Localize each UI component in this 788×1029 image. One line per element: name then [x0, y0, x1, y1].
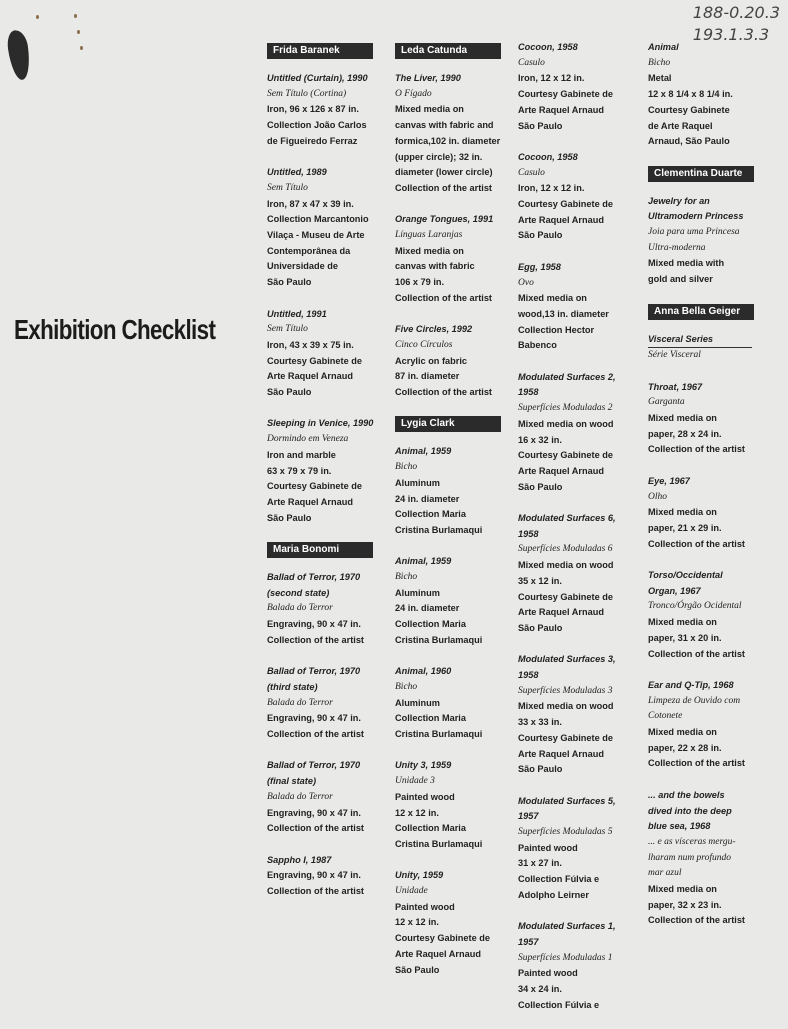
work-title: ... and the bowels	[648, 789, 725, 800]
work-details: Engraving, 90 x 47 in.	[267, 619, 361, 630]
work-details: Collection João Carlos	[267, 120, 367, 131]
work-details: Collection Maria	[395, 509, 466, 520]
work-title: dived into the deep	[648, 805, 732, 816]
paper-speck	[80, 46, 83, 50]
checklist-column-2	[395, 40, 513, 994]
work-title: Cocoon, 1958	[518, 151, 578, 162]
work-details: Collection of the artist	[395, 292, 492, 303]
work-title: Unity 3, 1959	[395, 760, 452, 771]
work-details: Collection of the artist	[648, 758, 745, 769]
work-details: Arte Raquel Arnaud	[267, 496, 353, 507]
checklist-entry	[395, 868, 513, 978]
checklist-entry	[395, 664, 513, 743]
work-details: paper, 31 x 20 in.	[648, 632, 722, 643]
work-title: (third state)	[267, 681, 318, 692]
portuguese-title: Superfícies Moduladas 5	[518, 827, 613, 838]
work-title: The Liver, 1990	[395, 73, 461, 83]
portuguese-title: Cinco Círculos	[395, 339, 453, 350]
work-details: 33 x 33 in.	[518, 717, 562, 728]
work-title: Animal, 1959	[395, 556, 452, 567]
work-details: paper, 28 x 24 in.	[648, 428, 722, 439]
portuguese-title: lharam num profundo	[648, 852, 732, 863]
work-details: 35 x 12 in.	[518, 575, 562, 586]
work-details: 24 in. diameter	[395, 603, 460, 614]
checklist-entry	[648, 380, 766, 459]
checklist-entry	[395, 71, 513, 197]
portuguese-title: Sem Título (Cortina)	[267, 88, 347, 99]
work-details: Collection of the artist	[648, 444, 745, 455]
checklist-entry	[518, 919, 636, 1013]
work-details: formica,102 in. diameter	[395, 135, 501, 146]
work-title: 1957	[518, 811, 539, 822]
work-details: Courtesy Gabinete de	[395, 933, 490, 944]
work-details: Arte Raquel Arnaud	[395, 948, 481, 959]
work-details: Courtesy Gabinete de	[518, 89, 613, 100]
work-details: Collection of the artist	[267, 823, 364, 834]
work-details: wood,13 in. diameter	[518, 308, 609, 319]
work-details: (upper circle); 32 in.	[395, 151, 483, 162]
work-details: Collection of the artist	[267, 729, 364, 740]
work-details: Engraving, 90 x 47 in.	[267, 807, 361, 818]
work-title: 1958	[518, 387, 539, 398]
portuguese-title: Superfícies Moduladas 3	[518, 685, 613, 696]
work-title: Ballad of Terror, 1970	[267, 666, 361, 677]
work-details: canvas with fabric and	[395, 120, 494, 131]
work-title: (final state)	[267, 776, 317, 787]
work-details: 87 in. diameter	[395, 371, 460, 382]
work-title: Untitled (Curtain), 1990	[267, 73, 368, 83]
work-details: Collection of the artist	[267, 634, 364, 645]
work-title: 1957	[518, 936, 539, 947]
work-details: paper, 22 x 28 in.	[648, 742, 722, 753]
portuguese-title: Unidade	[395, 886, 428, 897]
portuguese-title: Superfícies Moduladas 6	[518, 544, 613, 555]
portuguese-title: mar azul	[648, 868, 682, 879]
checklist-entry	[267, 664, 385, 743]
work-title: Untitled, 1991	[267, 308, 327, 319]
checklist-entry	[395, 554, 513, 648]
work-details: Courtesy Gabinete	[648, 104, 730, 115]
paper-speck	[74, 14, 77, 18]
work-details: de Arte Raquel	[648, 120, 713, 131]
portuguese-title: Bicho	[648, 57, 671, 68]
work-title: Torso/Occidental	[648, 570, 723, 581]
portuguese-title: Bicho	[395, 572, 418, 583]
artist-heading: Leda Catunda	[395, 43, 501, 59]
work-title: Modulated Surfaces 5,	[518, 795, 616, 806]
work-details: Collection Fúlvia e	[518, 999, 600, 1010]
work-details: Iron, 96 x 126 x 87 in.	[267, 104, 359, 115]
checklist-entry	[395, 212, 513, 306]
work-title: Organ, 1967	[648, 585, 701, 596]
checklist-entry	[267, 307, 385, 401]
checklist-entry	[648, 474, 766, 553]
checklist-entry	[267, 416, 385, 526]
checklist-entry	[267, 758, 385, 837]
portuguese-title: Balada do Terror	[267, 697, 333, 708]
work-details: 63 x 79 x 79 in.	[267, 465, 332, 476]
work-details: Mixed media on	[648, 507, 717, 518]
work-title: Modulated Surfaces 3,	[518, 654, 616, 665]
work-details: Arte Raquel Arnaud	[518, 607, 604, 618]
work-details: Collection Marcantonio	[267, 214, 369, 225]
work-title: Modulated Surfaces 1,	[518, 921, 616, 932]
work-details: Collection of the artist	[648, 538, 745, 549]
work-details: São Paulo	[267, 387, 312, 398]
checklist-entry	[395, 444, 513, 538]
checklist-entry	[395, 758, 513, 852]
portuguese-title: Bicho	[395, 681, 418, 692]
checklist-entry	[648, 568, 766, 662]
checklist-entry	[267, 71, 385, 150]
checklist-entry	[267, 853, 385, 900]
work-details: Aluminum	[395, 587, 440, 598]
work-details: paper, 21 x 29 in.	[648, 522, 722, 533]
series-subtitle: Série Visceral	[648, 350, 701, 361]
work-details: paper, 32 x 23 in.	[648, 899, 722, 910]
work-details: canvas with fabric	[395, 261, 475, 272]
checklist-entry	[518, 150, 636, 244]
work-details: Arnaud, São Paulo	[648, 136, 730, 147]
work-title: Unity, 1959	[395, 870, 444, 881]
work-details: Painted wood	[518, 842, 578, 853]
checklist-entry	[518, 370, 636, 496]
work-details: Collection Hector	[518, 324, 595, 335]
work-title: Jewelry for an	[648, 195, 710, 206]
checklist-column-1	[267, 40, 385, 915]
work-details: Cristina Burlamaqui	[395, 838, 483, 849]
work-details: Arte Raquel Arnaud	[267, 371, 353, 382]
work-details: Collection Maria	[395, 619, 466, 630]
portuguese-title: Garganta	[648, 397, 685, 408]
checklist-entry	[518, 652, 636, 778]
work-details: de Figueiredo Ferraz	[267, 135, 358, 146]
checklist-entry	[518, 40, 636, 134]
work-details: Metal	[648, 73, 672, 84]
work-details: Mixed media on wood	[518, 560, 614, 571]
work-details: São Paulo	[518, 120, 563, 131]
work-details: Engraving, 90 x 47 in.	[267, 713, 361, 724]
portuguese-title: Sem Título	[267, 324, 308, 335]
work-details: Mixed media on wood	[518, 701, 614, 712]
work-details: Aluminum	[395, 697, 440, 708]
work-details: Mixed media on	[648, 617, 717, 628]
work-details: 16 x 32 in.	[518, 434, 562, 445]
work-details: Collection of the artist	[648, 648, 745, 659]
portuguese-title: Casulo	[518, 167, 545, 178]
work-details: Courtesy Gabinete de	[518, 450, 613, 461]
work-details: Painted wood	[395, 791, 455, 802]
portuguese-title: Sem Título	[267, 182, 308, 193]
work-details: Babenco	[518, 340, 557, 351]
portuguese-title: Unidade 3	[395, 776, 435, 787]
work-title: Orange Tongues, 1991	[395, 214, 494, 225]
work-title: 1958	[518, 528, 539, 539]
work-title: Animal, 1959	[395, 446, 452, 457]
work-details: São Paulo	[518, 622, 563, 633]
work-details: São Paulo	[518, 481, 563, 492]
checklist-entry	[395, 322, 513, 401]
work-details: Mixed media on	[648, 727, 717, 738]
work-details: Courtesy Gabinete de	[518, 199, 613, 210]
work-title: Eye, 1967	[648, 475, 690, 486]
paper-speck	[36, 15, 39, 19]
checklist-column-4	[648, 40, 766, 945]
work-title: 1958	[518, 670, 539, 681]
portuguese-title: Joia para uma Princesa	[648, 227, 740, 238]
work-details: Courtesy Gabinete de	[267, 481, 362, 492]
work-details: Iron, 12 x 12 in.	[518, 73, 585, 84]
ink-smudge	[6, 29, 33, 81]
work-details: Arte Raquel Arnaud	[518, 748, 604, 759]
portuguese-title: Bicho	[395, 462, 418, 473]
work-title: Sappho I, 1987	[267, 854, 332, 865]
work-details: Collection of the artist	[648, 915, 745, 926]
artist-heading: Frida Baranek	[267, 43, 373, 59]
portuguese-title: Línguas Laranjas	[395, 230, 463, 241]
work-details: São Paulo	[267, 277, 312, 288]
artist-heading: Maria Bonomi	[267, 542, 373, 558]
work-details: Cristina Burlamaqui	[395, 634, 483, 645]
checklist-entry	[648, 678, 766, 772]
artist-heading: Lygia Clark	[395, 416, 501, 432]
work-details: Adolpho Leirner	[518, 889, 589, 900]
work-details: Iron, 43 x 39 x 75 in.	[267, 339, 354, 350]
catalog-number-line: 193.1.3.3	[692, 25, 770, 44]
work-details: Mixed media on	[395, 245, 464, 256]
work-details: 31 x 27 in.	[518, 858, 562, 869]
work-details: Collection Maria	[395, 713, 466, 724]
checklist-column-3	[518, 40, 636, 1029]
work-title: Modulated Surfaces 6,	[518, 513, 616, 524]
work-title: blue sea, 1968	[648, 821, 711, 832]
checklist-entry	[518, 794, 636, 904]
work-details: Collection of the artist	[395, 387, 492, 398]
work-details: São Paulo	[267, 512, 312, 523]
work-details: Courtesy Gabinete de	[518, 732, 613, 743]
portuguese-title: Limpeza de Ouvido com	[648, 695, 741, 706]
work-title: Ballad of Terror, 1970	[267, 572, 361, 583]
work-details: Painted wood	[518, 968, 578, 979]
portuguese-title: Dormindo em Veneza	[267, 434, 349, 445]
work-title: Ballad of Terror, 1970	[267, 760, 361, 771]
work-details: gold and silver	[648, 274, 713, 285]
work-details: Arte Raquel Arnaud	[518, 104, 604, 115]
work-details: Courtesy Gabinete de	[518, 591, 613, 602]
work-details: Courtesy Gabinete de	[267, 355, 362, 366]
portuguese-title: Olho	[648, 491, 667, 502]
artist-heading: Anna Bella Geiger	[648, 304, 754, 320]
work-title: (second state)	[267, 587, 330, 598]
work-details: São Paulo	[518, 230, 563, 241]
work-details: Mixed media on	[518, 293, 587, 304]
work-details: São Paulo	[395, 964, 440, 975]
work-title: Egg, 1958	[518, 261, 561, 272]
work-details: Cristina Burlamaqui	[395, 729, 483, 740]
work-details: 106 x 79 in.	[395, 277, 445, 288]
work-details: 24 in. diameter	[395, 493, 460, 504]
work-details: Cristina Burlamaqui	[395, 524, 483, 535]
work-details: São Paulo	[518, 764, 563, 775]
work-details: Arte Raquel Arnaud	[518, 465, 604, 476]
portuguese-title: Casulo	[518, 57, 545, 68]
portuguese-title: Cotonete	[648, 711, 683, 722]
work-details: Mixed media on	[395, 104, 464, 115]
work-details: Mixed media on	[648, 413, 717, 424]
artist-heading: Clementina Duarte	[648, 166, 754, 182]
work-details: Iron and marble	[267, 449, 336, 460]
portuguese-title: Ovo	[518, 277, 534, 288]
page-title: Exhibition Checklist	[14, 314, 216, 345]
work-details: Mixed media with	[648, 258, 725, 269]
work-details: Iron, 87 x 47 x 39 in.	[267, 198, 354, 209]
work-details: Vilaça - Museu de Arte	[267, 230, 365, 241]
portuguese-title: ... e as vísceras mergu-	[648, 836, 736, 847]
work-details: Painted wood	[395, 901, 455, 912]
catalog-number-line: 188-0.20.3	[692, 3, 780, 22]
checklist-entry	[648, 194, 766, 288]
checklist-entry	[648, 40, 766, 150]
work-title: Ultramodern Princess	[648, 211, 744, 222]
paper-speck	[77, 30, 80, 34]
work-title: Sleeping in Venice, 1990	[267, 418, 374, 429]
work-title: Cocoon, 1958	[518, 42, 578, 52]
work-title: Animal, 1960	[395, 666, 452, 677]
work-details: 12 x 8 1/4 x 8 1/4 in.	[648, 89, 733, 100]
work-details: Arte Raquel Arnaud	[518, 214, 604, 225]
checklist-entry	[648, 788, 766, 929]
work-details: Contemporânea da	[267, 245, 351, 256]
work-details: Acrylic on fabric	[395, 355, 467, 366]
series-title: Visceral Series	[648, 332, 752, 349]
work-title: Animal	[648, 42, 679, 52]
portuguese-title: Balada do Terror	[267, 603, 333, 614]
checklist-entry	[267, 570, 385, 649]
work-title: Untitled, 1989	[267, 167, 327, 178]
work-details: 12 x 12 in.	[395, 807, 439, 818]
work-details: 34 x 24 in.	[518, 984, 562, 995]
work-details: Universidade de	[267, 261, 338, 272]
work-details: Iron, 12 x 12 in.	[518, 183, 585, 194]
portuguese-title: Tronco/Órgão Ocidental	[648, 601, 742, 612]
work-details: diameter (lower circle)	[395, 167, 493, 178]
work-title: Modulated Surfaces 2,	[518, 371, 616, 382]
work-details: Mixed media on	[648, 884, 717, 895]
work-details: Collection Fúlvia e	[518, 874, 600, 885]
work-details: Collection Maria	[395, 823, 466, 834]
checklist-entry	[518, 511, 636, 637]
work-title: Five Circles, 1992	[395, 324, 473, 335]
portuguese-title: O Fígado	[395, 88, 432, 99]
work-title: Ear and Q-Tip, 1968	[648, 679, 734, 690]
portuguese-title: Ultra-moderna	[648, 242, 706, 253]
checklist-entry	[267, 165, 385, 291]
work-details: Collection of the artist	[395, 182, 492, 193]
work-details: Aluminum	[395, 477, 440, 488]
portuguese-title: Superfícies Moduladas 2	[518, 403, 613, 414]
checklist-entry	[518, 260, 636, 354]
work-details: 12 x 12 in.	[395, 917, 439, 928]
work-details: Collection of the artist	[267, 886, 364, 897]
work-details: Engraving, 90 x 47 in.	[267, 870, 361, 881]
work-details: Mixed media on wood	[518, 418, 614, 429]
work-title: Throat, 1967	[648, 381, 703, 392]
portuguese-title: Balada do Terror	[267, 791, 333, 802]
portuguese-title: Superfícies Moduladas 1	[518, 952, 613, 963]
